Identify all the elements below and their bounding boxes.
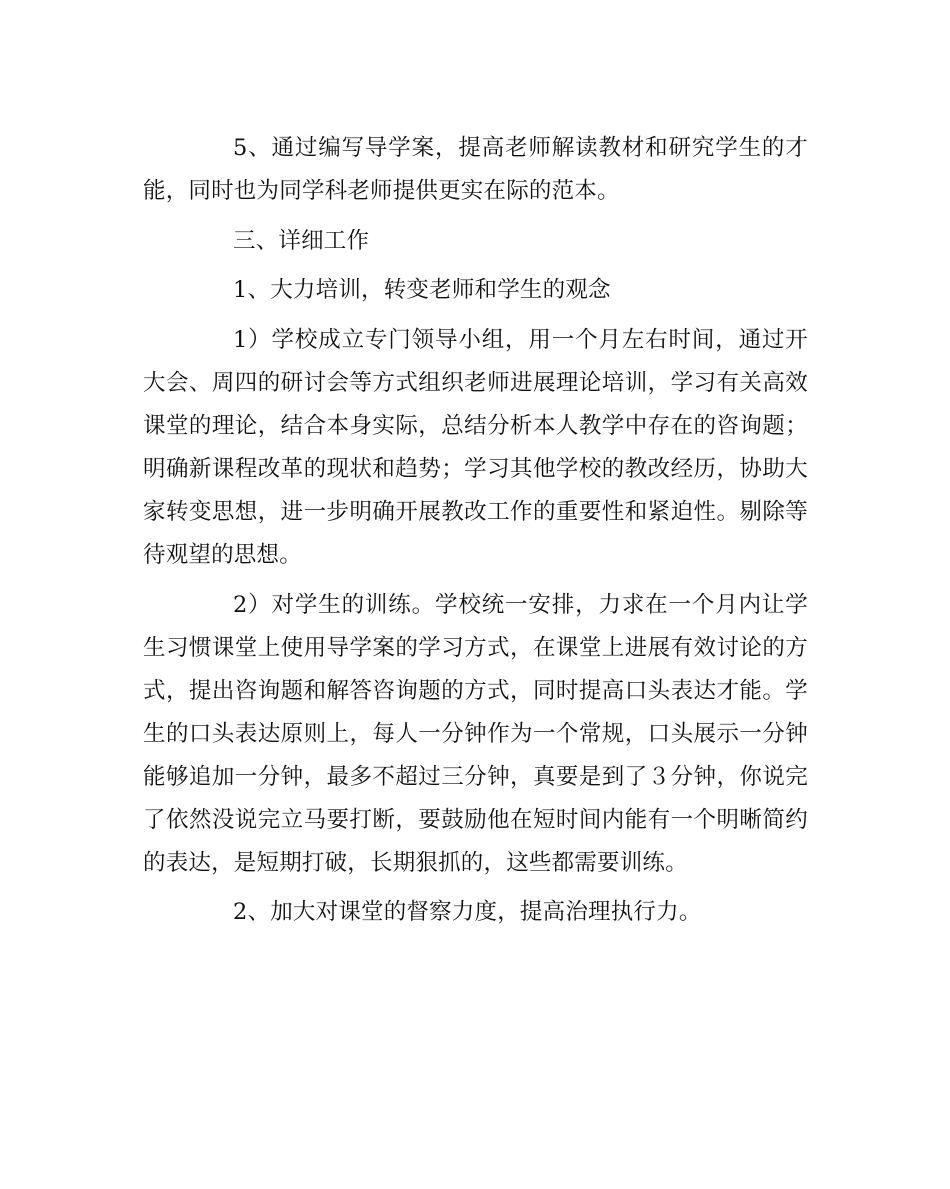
paragraph-student-training: 2）对学生的训练。学校统一安排，力求在一个月内让学生习惯课堂上使用导学案的学习方式，在课堂上进展有效讨论的方式，提出咨询题和解答咨询题的方式，同时提高口头表达才能。学生的口头表达原则上，每人一分钟作为一个常规，口头展示一分钟能够追加一分钟，最多不超过三分钟，真要是到了３分钟，你说完了依然没说完立马要打断，要鼓励他在短时间内能有一个明晰简约的表达，是短期打破，长期狠抓的，这些都需要训练。 [143,591,808,876]
paragraph-item-5: 5、通过编写导学案，提高老师解读教材和研究学生的才能，同时也为同学科老师提供更实在际的范本。 [143,135,808,204]
section-heading-detailed-work: 三、详细工作 [233,227,370,254]
paragraph-teacher-training: 1）学校成立专门领导小组，用一个月左右时间，通过开大会、周四的研讨会等方式组织老师进展理论培训，学习有关高效课堂的理论，结合本身实际，总结分析本人教学中存在的咨询题；明确新课程改革的现状和趋势；学习其他学校的教改经历，协助大家转变思想，进一步明确开展教改工作的重要性和紧迫性。剔除等待观望的思想。 [143,327,808,569]
subheading-training: 1、大力培训，转变老师和学生的观念 [233,277,611,304]
subheading-classroom-supervision: 2、加大对课堂的督察力度，提高治理执行力。 [233,899,702,926]
document-body [143,127,808,934]
